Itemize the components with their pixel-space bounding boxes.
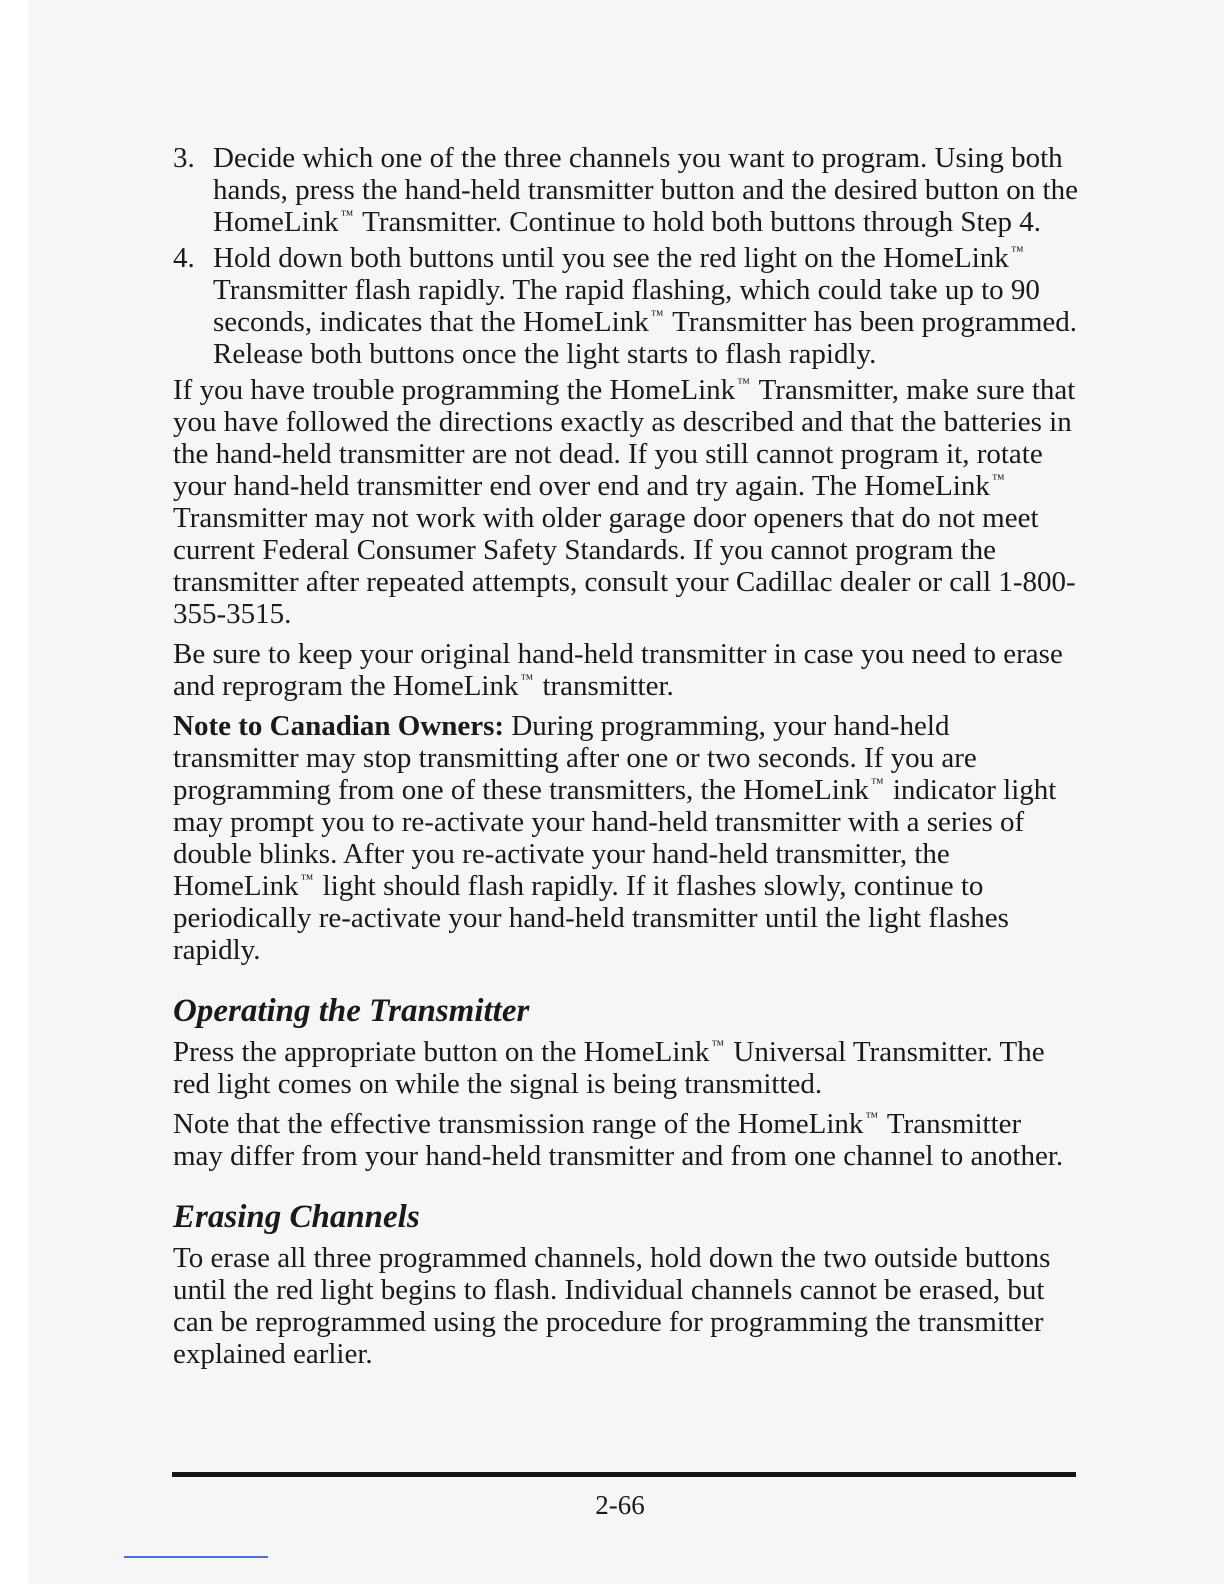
section-heading-erasing: Erasing Channels bbox=[173, 1199, 420, 1235]
paragraph-text: indicator light may prompt you to re-activate your hand-held transmitter with a series of double blinks. After you re-activate your hand-held transmitter, the HomeLink bbox=[173, 774, 1057, 902]
trademark-symbol: ™ bbox=[991, 471, 1005, 486]
operating-paragraph-1 bbox=[173, 1036, 1078, 1100]
paragraph-text: If you have trouble programming the HomeLink bbox=[173, 374, 736, 406]
paragraph-text: Press the appropriate button on the HomeLink bbox=[173, 1036, 710, 1068]
trademark-symbol: ™ bbox=[300, 871, 314, 886]
step-number: 3. bbox=[173, 142, 195, 174]
step-3 bbox=[173, 142, 1078, 238]
step-number: 4. bbox=[173, 242, 195, 274]
paragraph-text: Universal Transmitter. The red light comes on while the signal is being transmitted. bbox=[173, 1036, 1045, 1100]
paragraph-text: During programming, your hand-held transmitter may stop transmitting after one or two seconds. If you are programming from one of these transmitters, the HomeLink bbox=[173, 710, 977, 806]
paragraph-text: Be sure to keep your original hand-held transmitter in case you need to erase and reprogram the HomeLink bbox=[173, 638, 1063, 702]
trademark-symbol: ™ bbox=[737, 375, 750, 390]
operating-paragraph-2 bbox=[173, 1108, 1078, 1172]
paragraph-text: Note that the effective transmission range of the HomeLink bbox=[173, 1108, 864, 1140]
programming-steps bbox=[173, 142, 1078, 370]
troubleshooting-paragraph bbox=[173, 374, 1078, 630]
erasing-paragraph: To erase all three programmed channels, hold down the two outside buttons until the red light begins to flash. Individual channels cannot be erased, but can be reprogrammed using the procedure for programming the transmitter explained earlier. bbox=[173, 1242, 1051, 1370]
note-lead: Note to Canadian Owners: bbox=[173, 710, 505, 742]
keep-transmitter-paragraph bbox=[173, 638, 1078, 702]
footer-rule bbox=[172, 1472, 1076, 1477]
trademark-symbol: ™ bbox=[520, 671, 534, 686]
section-heading-operating: Operating the Transmitter bbox=[173, 993, 530, 1029]
trademark-symbol: ™ bbox=[870, 775, 884, 790]
paragraph-text: Transmitter may not work with older garage door openers that do not meet current Federal Consumer Safety Standards. If you cannot program the transmitter after repeated attempts, consult your Cadillac dealer or call 1-800-355-3515. bbox=[173, 502, 1076, 630]
trademark-symbol: ™ bbox=[340, 207, 354, 222]
trademark-symbol: ™ bbox=[865, 1109, 879, 1124]
trademark-symbol: ™ bbox=[1010, 243, 1024, 258]
paragraph-text: transmitter. bbox=[535, 670, 674, 702]
canadian-owners-note bbox=[173, 710, 1078, 966]
paragraph-text: Transmitter, make sure that you have followed the directions exactly as described and that the batteries in the hand-held transmitter are not dead. If you still cannot program it, rotate your hand-held transmitter end over end and try again. The HomeLink bbox=[173, 374, 1076, 502]
paragraph-text: Transmitter may differ from your hand-held transmitter and from one channel to another. bbox=[173, 1108, 1064, 1172]
step-text: Transmitter has been programmed. Release both buttons once the light starts to flash rapidly. bbox=[213, 306, 1078, 370]
step-4 bbox=[173, 242, 1078, 370]
step-text: Transmitter flash rapidly. The rapid flashing, which could take up to 90 seconds, indicates that the HomeLink bbox=[213, 274, 1040, 338]
paragraph-text: light should flash rapidly. If it flashes slowly, continue to periodically re-activate your hand-held transmitter until the light flashes rapidly. bbox=[173, 870, 1009, 966]
page-number: 2-66 bbox=[595, 1490, 645, 1520]
bottom-link-underline[interactable] bbox=[124, 1556, 268, 1558]
step-text: Hold down both buttons until you see the red light on the HomeLink bbox=[213, 242, 1009, 274]
step-text: Decide which one of the three channels you want to program. Using both hands, press the hand-held transmitter button and the desired button on the HomeLink bbox=[213, 142, 1078, 238]
step-text: Transmitter. Continue to hold both buttons through Step 4. bbox=[355, 206, 1041, 238]
trademark-symbol: ™ bbox=[650, 307, 664, 322]
trademark-symbol: ™ bbox=[711, 1037, 725, 1052]
page-content bbox=[173, 142, 1078, 1378]
